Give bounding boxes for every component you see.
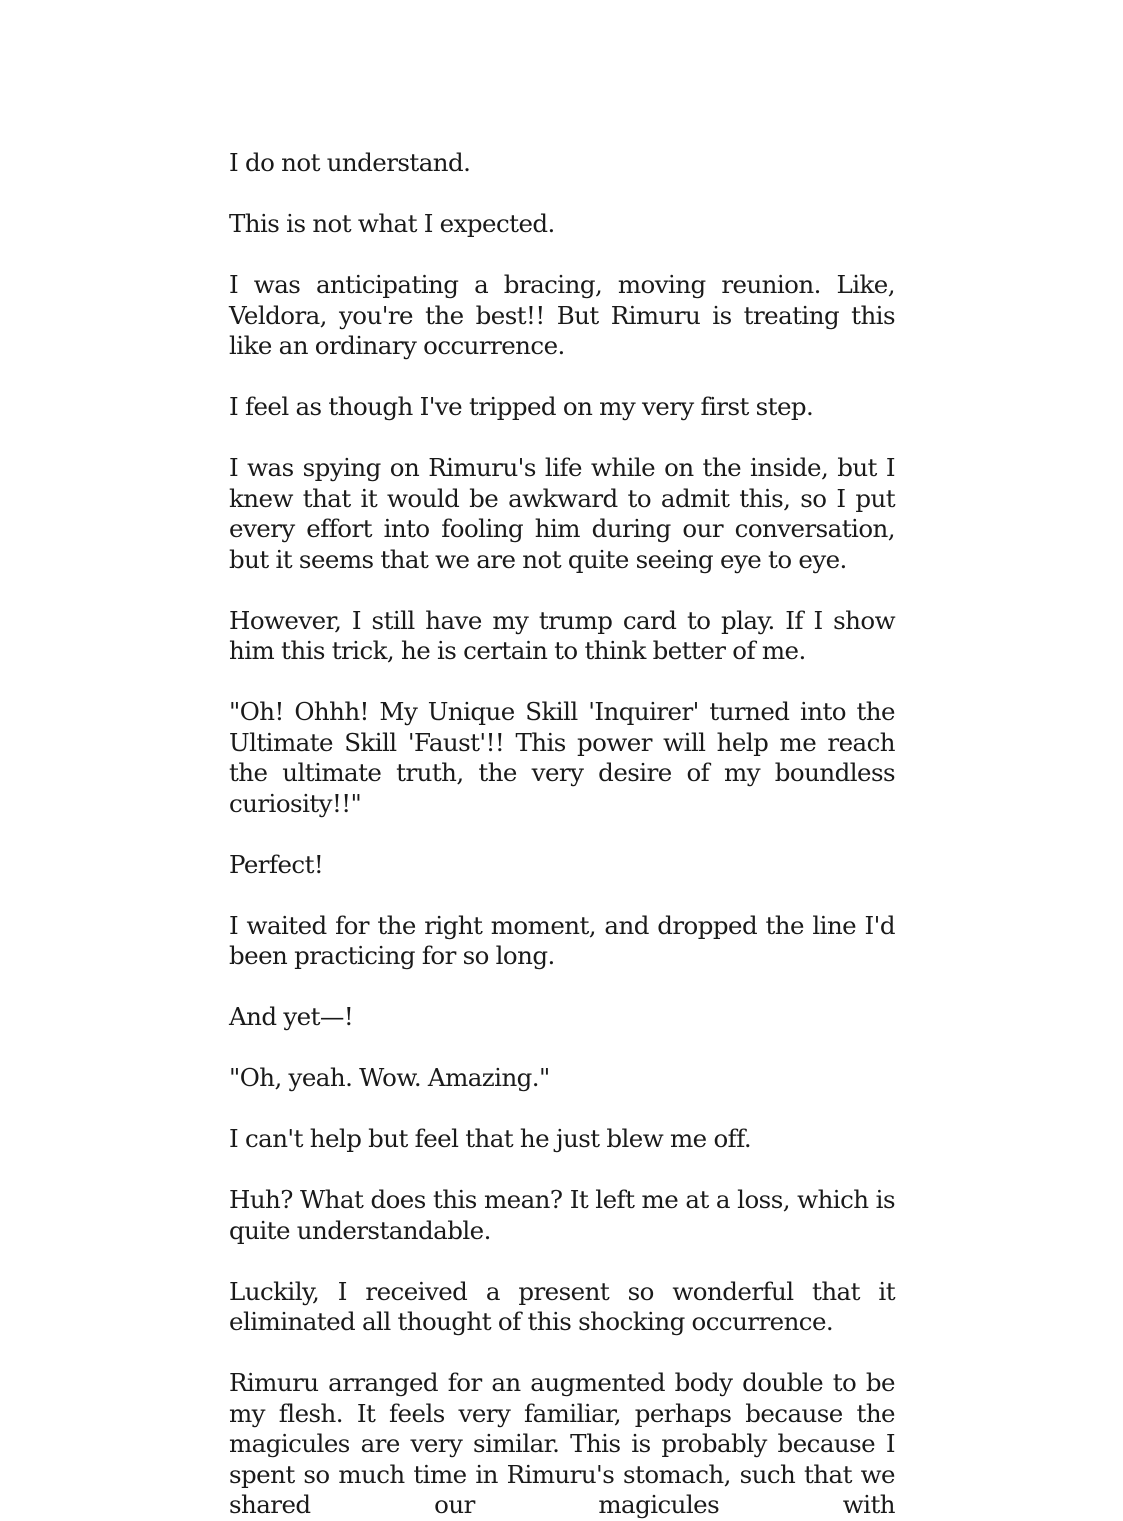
paragraph: I waited for the right moment, and dropped the line I'd been practicing for so long. xyxy=(229,910,895,970)
paragraph: Rimuru arranged for an augmented body double to be my flesh. It feels very familiar, perhaps because the magicules are very similar. This is probably because I spent so much time in Rimuru's stomach, such that we shared our magicules with xyxy=(229,1368,895,1519)
paragraph-quote: "Oh, yeah. Wow. Amazing." xyxy=(229,1063,550,1092)
paragraph: And yet—! xyxy=(229,1002,354,1031)
paragraph: I can't help but feel that he just blew me off. xyxy=(229,1124,752,1153)
book-page-text xyxy=(229,148,895,1521)
paragraph: Huh? What does this mean? It left me at a loss, which is quite understandable. xyxy=(229,1185,895,1245)
paragraph-quote: "Oh! Ohhh! My Unique Skill 'Inquirer' turned into the Ultimate Skill 'Faust'!! This power will help me reach the ultimate truth, the very desire of my boundless curiosity!!" xyxy=(229,697,895,818)
paragraph: I was anticipating a bracing, moving reunion. Like, Veldora, you're the best!! But Rimuru is treating this like an ordinary occurrence. xyxy=(229,270,895,360)
paragraph: This is not what I expected. xyxy=(229,209,555,238)
paragraph: I do not understand. xyxy=(229,148,471,177)
paragraph: Luckily, I received a present so wonderful that it eliminated all thought of this shocking occurrence. xyxy=(229,1276,895,1336)
paragraph: Perfect! xyxy=(229,849,324,879)
paragraph: I feel as though I've tripped on my very first step. xyxy=(229,392,814,421)
paragraph: However, I still have my trump card to play. If I show him this trick, he is certain to think better of me. xyxy=(229,605,895,665)
paragraph: I was spying on Rimuru's life while on the inside, but I knew that it would be awkward to admit this, so I put every effort into fooling him during our conversation, but it seems that we are not quite seeing eye to eye. xyxy=(229,453,895,574)
